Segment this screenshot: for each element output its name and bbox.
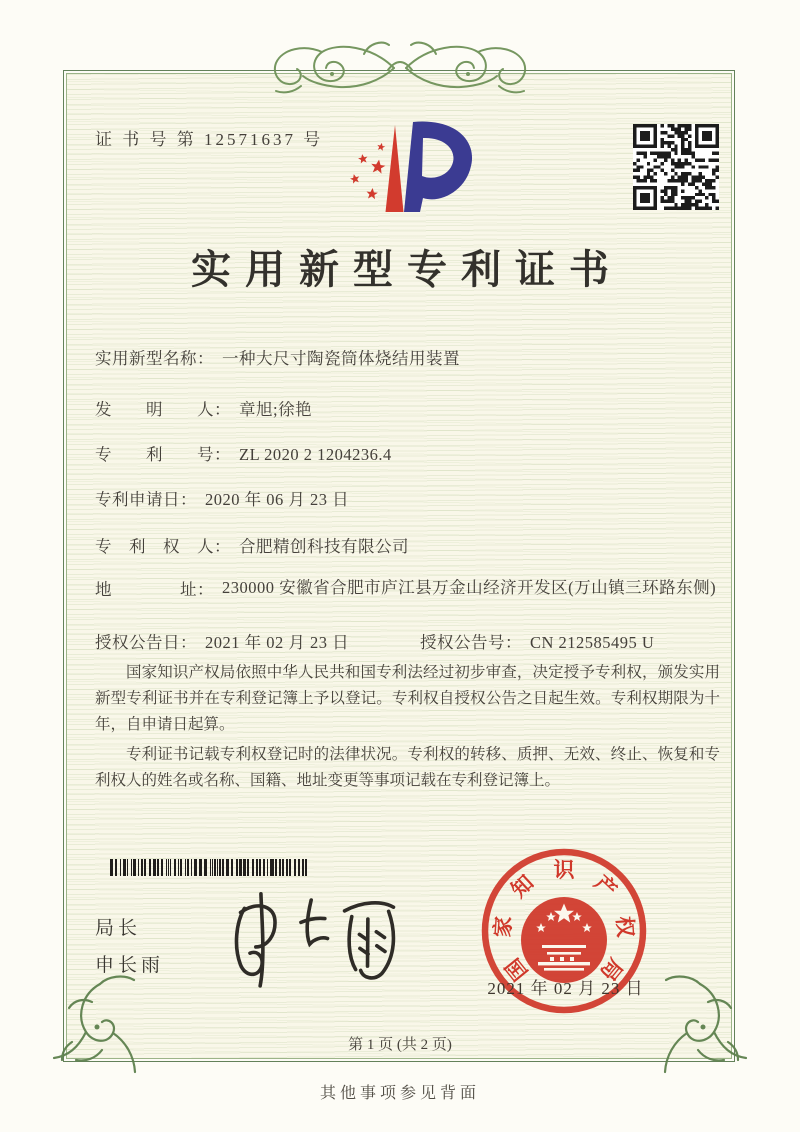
seal-char: 产 (589, 870, 622, 903)
barcode-icon (110, 859, 310, 876)
legal-paragraph-1: 国家知识产权局依照中华人民共和国专利法经过初步审查，决定授予专利权，颁发实用新型专利证书并在专利登记簿上予以登记。专利权自授权公告之日起生效。专利权期限为十年，自申请日起算。 (95, 664, 720, 734)
field-value: 一种大尺寸陶瓷筒体烧结用装置 (222, 349, 460, 368)
logo-p-shape (404, 122, 472, 212)
legal-paragraph-2: 专利证书记载专利权登记时的法律状况。专利权的转移、质押、无效、终止、恢复和专利权人的姓名或名称、国籍、地址变更等事项记载在专利登记簿上。 (95, 746, 720, 790)
logo-stars (349, 142, 386, 199)
commissioner-name: 申长雨 (95, 955, 165, 976)
field-patent-number (95, 441, 392, 465)
page-indicator: 第 1 页 (共 2 页) (348, 1037, 452, 1053)
field-label: 实用新型名称： (95, 349, 214, 368)
field-label: 地 址： (95, 580, 214, 599)
field-value: CN 212585495 U (530, 633, 655, 652)
seal-char: 知 (506, 870, 539, 903)
field-label: 发 明 人： (95, 400, 231, 419)
seal-char: 家 (490, 915, 516, 939)
field-label: 专 利 权 人： (95, 537, 231, 556)
handwritten-signature-icon (213, 885, 411, 992)
certificate-number: 证 书 号 第 12571637 号 (95, 130, 324, 149)
seal-char: 国 (500, 953, 533, 986)
field-inventor (95, 396, 312, 420)
field-value: 合肥精创科技有限公司 (239, 537, 409, 556)
field-label: 专利申请日： (95, 490, 197, 509)
cnipa-logo-icon (335, 112, 475, 224)
logo-red-wedge (386, 125, 404, 212)
field-label: 专 利 号： (95, 445, 231, 464)
seal-char: 权 (612, 915, 638, 939)
back-side-note: 其他事项参见背面 (319, 1085, 480, 1102)
seal-date: 2021 年 02 月 23 日 (487, 979, 644, 998)
field-value: 章旭;徐艳 (239, 400, 313, 419)
certificate-title: 实用新型专利证书 (191, 247, 623, 292)
field-label: 授权公告日： (95, 633, 197, 652)
field-address (95, 576, 727, 600)
field-label: 授权公告号： (420, 633, 522, 652)
field-value: 230000 安徽省合肥市庐江县万金山经济开发区(万山镇三环路东侧) (222, 578, 717, 597)
field-grant-publication (95, 629, 655, 653)
field-value: 2021 年 02 月 23 日 (205, 633, 350, 652)
field-value: ZL 2020 2 1204236.4 (239, 445, 392, 464)
commissioner-title: 局长 (95, 918, 142, 939)
field-filing-date (95, 486, 349, 510)
seal-char: 局 (595, 953, 628, 986)
seal-char: 识 (553, 858, 575, 882)
qr-code-icon (633, 124, 719, 210)
legal-text (95, 660, 720, 798)
field-utility-model-name (95, 345, 460, 369)
field-patentee (95, 533, 409, 557)
field-value: 2020 年 06 月 23 日 (205, 490, 350, 509)
